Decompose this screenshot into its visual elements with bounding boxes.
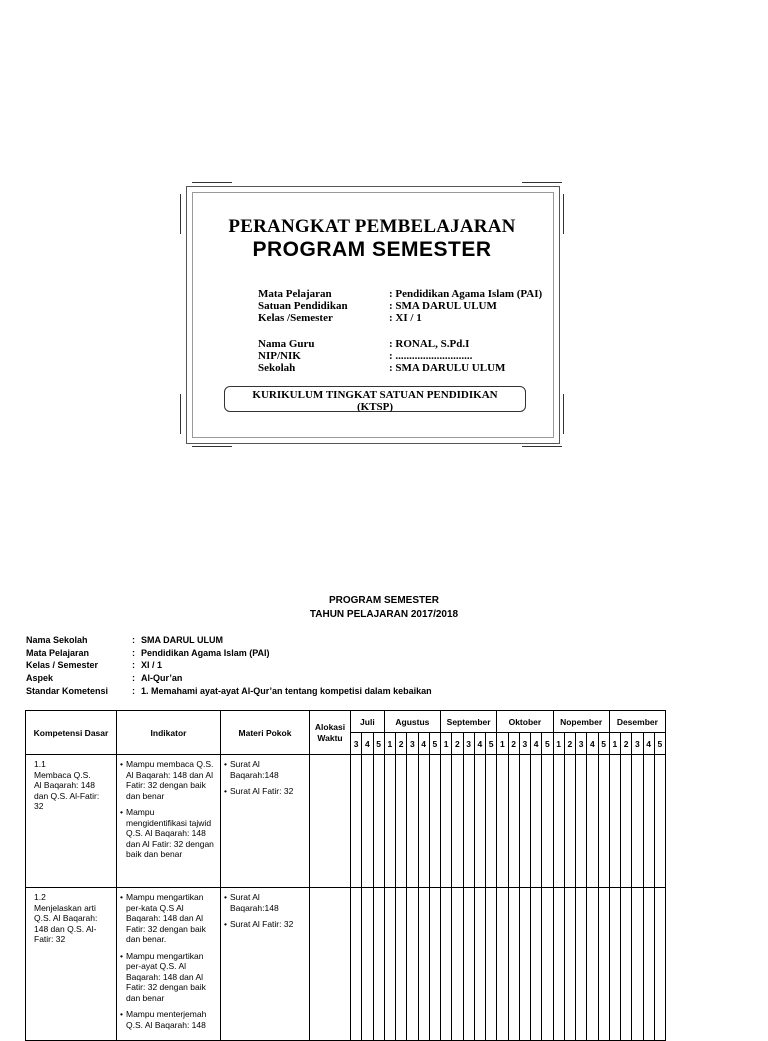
week-number: 1	[609, 733, 620, 755]
week-cell	[452, 755, 463, 888]
week-cell	[519, 888, 530, 1041]
week-number: 5	[654, 733, 665, 755]
week-number: 2	[564, 733, 575, 755]
indikator-item: • Mampu menterjemah Q.S. Al Baqarah: 148	[126, 1009, 217, 1030]
week-cell	[564, 755, 575, 888]
week-cell	[384, 888, 395, 1041]
indikator-cell	[117, 755, 221, 888]
indikator-item: • Mampu mengartikan per-ayat Q.S. Al Baqarah: 148 dan Al Fatir: 32 dengan baik dan benar	[126, 951, 217, 1004]
indikator-item: • Mampu membaca Q.S. Al Baqarah: 148 dan Al Fatir: 32 dengan baik dan benar	[126, 759, 217, 801]
month-header: Oktober	[497, 711, 553, 733]
week-cell	[373, 755, 384, 888]
meta-label: Aspek	[26, 673, 54, 684]
week-number: 2	[508, 733, 519, 755]
week-cell	[407, 755, 418, 888]
week-cell	[587, 755, 598, 888]
kompetensi-dasar-cell	[26, 755, 117, 888]
kd-text: Membaca Q.S. Al Baqarah: 148 dan Q.S. Al-Fatir: 32	[34, 769, 100, 811]
info-value: : SMA DARULU ULUM	[389, 362, 506, 374]
week-cell	[396, 888, 407, 1041]
week-cell	[441, 888, 452, 1041]
week-number: 3	[407, 733, 418, 755]
materi-item: • Surat Al Fatir: 32	[230, 919, 306, 930]
week-number: 2	[396, 733, 407, 755]
week-cell	[384, 755, 395, 888]
week-number: 4	[474, 733, 485, 755]
frame-corner-mark	[522, 182, 562, 183]
week-cell	[632, 755, 643, 888]
doc-meta	[26, 635, 432, 698]
week-number: 3	[351, 733, 362, 755]
week-cell	[643, 888, 654, 1041]
frame-corner-mark	[522, 446, 562, 447]
week-number: 2	[621, 733, 632, 755]
month-header: Agustus	[384, 711, 440, 733]
week-cell	[598, 888, 609, 1041]
alokasi-waktu-cell	[310, 755, 351, 888]
kd-number: 1.2	[34, 892, 46, 902]
frame-corner-mark	[192, 446, 232, 447]
week-cell	[531, 755, 542, 888]
info-label: Nama Guru	[258, 338, 315, 350]
meta-colon: :	[132, 685, 135, 696]
week-number: 3	[463, 733, 474, 755]
week-cell	[508, 888, 519, 1041]
meta-label: Nama Sekolah	[26, 635, 88, 645]
cover-page	[180, 182, 564, 447]
week-cell	[418, 755, 429, 888]
meta-value: Al-Qur’an	[141, 673, 183, 684]
week-number: 3	[576, 733, 587, 755]
week-number: 5	[598, 733, 609, 755]
week-cell	[362, 755, 373, 888]
week-number: 3	[519, 733, 530, 755]
info-value: : SMA DARUL ULUM	[389, 300, 497, 312]
week-cell	[474, 888, 485, 1041]
week-cell	[542, 888, 553, 1041]
week-cell	[609, 888, 620, 1041]
alokasi-waktu-cell	[310, 888, 351, 1041]
week-cell	[576, 755, 587, 888]
meta-label: Kelas / Semester	[26, 660, 99, 671]
week-number: 1	[553, 733, 564, 755]
week-cell	[654, 888, 665, 1041]
week-number: 4	[587, 733, 598, 755]
materi-item: • Surat Al Fatir: 32	[230, 786, 306, 797]
week-cell	[632, 888, 643, 1041]
week-cell	[373, 888, 384, 1041]
week-cell	[418, 888, 429, 1041]
week-cell	[508, 755, 519, 888]
week-cell	[598, 755, 609, 888]
week-cell	[396, 755, 407, 888]
meta-value: Pendidikan Agama Islam (PAI)	[141, 647, 270, 658]
table-row	[26, 755, 666, 888]
week-cell	[486, 755, 497, 888]
week-cell	[643, 755, 654, 888]
week-number: 5	[429, 733, 440, 755]
header-kompetensi-dasar: Kompetensi Dasar	[26, 711, 117, 755]
month-header: September	[441, 711, 497, 733]
week-number: 4	[418, 733, 429, 755]
meta-colon: :	[132, 673, 135, 684]
cover-subtitle: PROGRAM SEMESTER	[252, 238, 492, 261]
kd-text: Menjelaskan arti Q.S. Al Baqarah: 148 dan Q.S. Al-Fatir: 32	[34, 902, 98, 944]
info-label: Kelas /Semester	[258, 312, 333, 324]
week-number: 5	[373, 733, 384, 755]
week-cell	[553, 888, 564, 1041]
materi-item: • Surat Al Baqarah:148	[230, 892, 306, 913]
week-cell	[587, 888, 598, 1041]
week-cell	[542, 755, 553, 888]
info-value: : XI / 1	[389, 312, 422, 324]
cover-info-group-2	[258, 338, 505, 374]
week-cell	[497, 888, 508, 1041]
month-header: Nopember	[553, 711, 609, 733]
ktsp-line: (KTSP)	[356, 401, 394, 413]
week-cell	[452, 888, 463, 1041]
week-number: 2	[452, 733, 463, 755]
week-cell	[564, 888, 575, 1041]
week-cell	[351, 755, 362, 888]
week-number: 4	[362, 733, 373, 755]
week-cell	[654, 755, 665, 888]
month-header: Juli	[351, 711, 385, 733]
meta-label: Standar Kometensi	[26, 685, 109, 696]
cover-info-group-1	[258, 288, 542, 324]
indikator-item: • Mampu mengartikan per-kata Q.S Al Baqarah: 148 dan Al Fatir: 32 dengan baik dan benar.	[126, 892, 217, 945]
indikator-item: • Mampu mengidentifikasi tajwid Q.S. Al Baqarah: 148 dan Al Fatir: 32 dengan baik dan benar	[126, 807, 217, 860]
week-number: 5	[486, 733, 497, 755]
indikator-cell	[117, 888, 221, 1041]
week-cell	[497, 755, 508, 888]
week-number: 1	[384, 733, 395, 755]
week-number: 3	[632, 733, 643, 755]
frame-corner-mark	[563, 394, 564, 434]
week-cell	[553, 755, 564, 888]
info-value: : RONAL, S.Pd.I	[389, 338, 470, 350]
materi-pokok-cell	[221, 755, 310, 888]
week-cell	[486, 888, 497, 1041]
table-row	[26, 888, 666, 1041]
doc-subheading: TAHUN PELAJARAN 2017/2018	[309, 609, 459, 620]
info-label: Satuan Pendidikan	[258, 300, 348, 312]
week-cell	[576, 888, 587, 1041]
meta-colon: :	[132, 635, 135, 645]
kompetensi-dasar-cell	[26, 888, 117, 1041]
week-cell	[441, 755, 452, 888]
program-semester-table	[25, 710, 666, 1041]
header-alokasi-waktu: Alokasi Waktu	[310, 711, 351, 755]
meta-value: SMA DARUL ULUM	[141, 635, 223, 645]
week-cell	[362, 888, 373, 1041]
week-cell	[474, 755, 485, 888]
week-number: 5	[542, 733, 553, 755]
week-cell	[463, 888, 474, 1041]
frame-corner-mark	[180, 394, 181, 434]
header-indikator: Indikator	[117, 711, 221, 755]
meta-colon: :	[132, 660, 135, 671]
week-cell	[519, 755, 530, 888]
cover-title: PERANGKAT PEMBELAJARAN	[228, 216, 516, 237]
week-cell	[621, 755, 632, 888]
week-cell	[429, 755, 440, 888]
ktsp-line: KURIKULUM TINGKAT SATUAN PENDIDIKAN	[252, 389, 498, 401]
week-number: 4	[531, 733, 542, 755]
week-cell	[609, 755, 620, 888]
materi-item: • Surat Al Baqarah:148	[230, 759, 306, 780]
kd-number: 1.1	[34, 759, 46, 769]
doc-heading: PROGRAM SEMESTER	[328, 595, 439, 606]
meta-value: XI / 1	[141, 660, 163, 671]
week-cell	[429, 888, 440, 1041]
week-cell	[621, 888, 632, 1041]
meta-colon: :	[132, 647, 135, 658]
materi-pokok-cell	[221, 888, 310, 1041]
info-label: NIP/NIK	[258, 350, 301, 362]
week-cell	[351, 888, 362, 1041]
week-cell	[407, 888, 418, 1041]
meta-value: 1. Memahami ayat-ayat Al-Qur’an tentang kompetisi dalam kebaikan	[141, 685, 432, 696]
month-header: Desember	[609, 711, 665, 733]
frame-corner-mark	[192, 182, 232, 183]
info-label: Mata Pelajaran	[258, 288, 332, 300]
week-number: 1	[441, 733, 452, 755]
week-number: 4	[643, 733, 654, 755]
week-number: 1	[497, 733, 508, 755]
info-value: : Pendidikan Agama Islam (PAI)	[389, 288, 543, 300]
info-value: : ............................	[389, 350, 473, 362]
meta-label: Mata Pelajaran	[26, 647, 90, 658]
header-materi-pokok: Materi Pokok	[221, 711, 310, 755]
week-cell	[531, 888, 542, 1041]
ktsp-box	[224, 386, 526, 412]
week-cell	[463, 755, 474, 888]
info-label: Sekolah	[258, 362, 296, 374]
